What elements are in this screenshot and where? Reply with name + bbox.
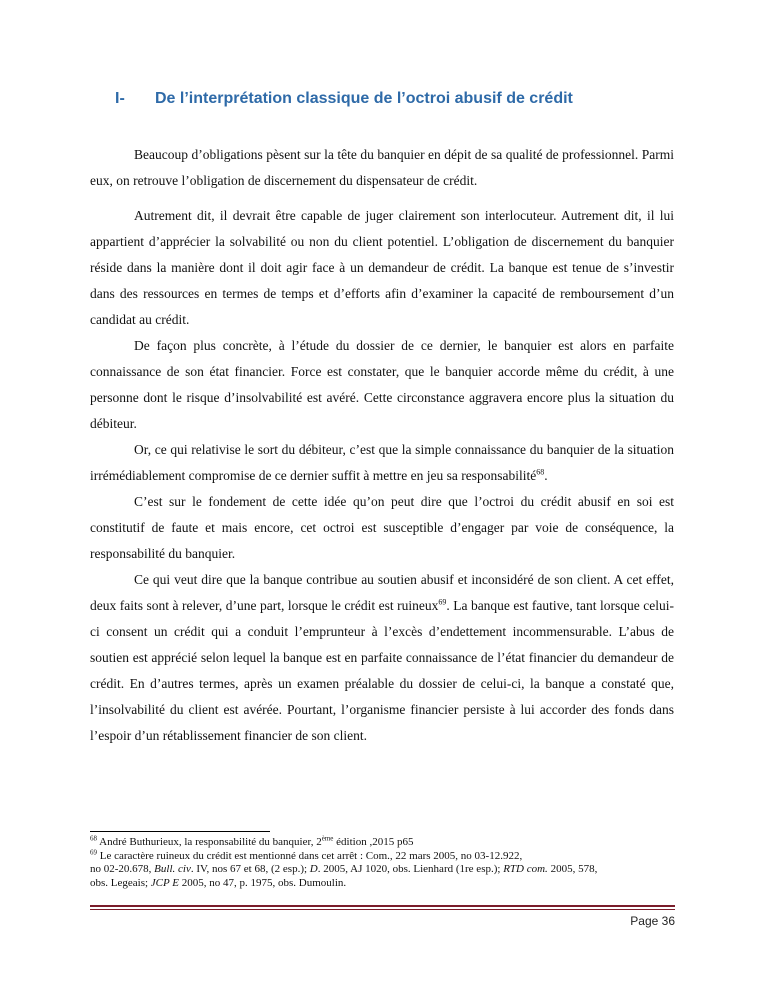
footnote-69-ref-f: RTD com. <box>503 863 548 875</box>
footnote-69-line-1: Le caractère ruineux du crédit est mentionné dans cet arrêt : Com., 22 mars 2005, no 03-12.922, <box>97 849 523 862</box>
footnote-69-ref-i: JCP E <box>150 876 180 889</box>
footnote-69-ref-e: . 2005, AJ 1020, obs. Lienhard (1re esp.); <box>317 863 504 875</box>
footnote-68-text-end: édition ,2015 p65 <box>333 836 414 848</box>
section-number: I- <box>115 90 125 107</box>
footnote-69-ref-a: no 02-20.678, <box>90 863 155 875</box>
page-number: Page 36 <box>630 914 675 928</box>
section-heading <box>115 90 715 108</box>
footnote-68-text: André Buthurieux, la responsabilité du banquier, 2 <box>97 836 322 848</box>
paragraph-6-text: Ce qui veut dire que la banque contribue au soutien abusif et inconsidéré de son client. A cet effet, deux faits sont à relever, d’une part, lorsque le crédit est ruineux <box>90 572 674 613</box>
footnotes <box>90 836 680 890</box>
footnote-69-ref-j: 2005, no 47, p. 1975, obs. Dumoulin. <box>179 876 347 889</box>
footnote-68-ordinal: ème <box>321 834 334 843</box>
paragraph-3: De façon plus concrète, à l’étude du dossier de ce dernier, le banquier est alors en parfaite connaissance de son état financier. Force est constater, que le banquier accorde même du crédit, à une personne dont le risque d’insolvabilité est avéré. Cette circonstance aggravera encore plus la situation du débiteur. <box>90 338 674 431</box>
paragraph-1: Beaucoup d’obligations pèsent sur la tête du banquier en dépit de sa qualité de professionnel. Parmi eux, on retrouve l’obligation de discernement du dispensateur de crédit. <box>90 147 674 188</box>
footer-rule-thin <box>90 909 675 910</box>
paragraph-6-continuation: . La banque est fautive, tant lorsque celui-ci consent un crédit qui a conduit l’emprunteur à l’excès d’endettement incommensurable. L’abus de soutien est apprécié selon lequel la banque est en parfaite connaissance de l’état financier du demandeur de crédit. En d’autres termes, après un examen préalable du dossier de celui-ci, la banque a constaté que, l’insolvabilité du client est avérée. Pourtant, l’organisme financier persiste à lui accorder des fonds dans l’espoir d’un rétablissement financier de son client. <box>90 598 674 743</box>
footnote-69-cont <box>90 863 680 877</box>
footnote-69-ref-g: 2005, 578, <box>547 863 598 875</box>
paragraph-4-text: Or, ce qui relativise le sort du débiteur, c’est que la simple connaissance du banquier de la situation irrémédiablement compromise de ce dernier suffit à mettre en jeu sa responsabilité <box>90 442 674 483</box>
footnote-69-ref-h: obs. Legeais; <box>90 876 151 889</box>
section-title: De l’interprétation classique de l’octroi abusif de crédit <box>155 90 573 107</box>
footnote-ref-69[interactable]: 69 <box>438 597 447 607</box>
paragraph-5: C’est sur le fondement de cette idée qu’on peut dire que l’octroi du crédit abusif en soi est constitutif de faute et mais encore, cet octroi est susceptible d’engager par voie de conséquence, la responsabilité du banquier. <box>90 494 674 561</box>
footnote-69 <box>90 847 680 864</box>
footer-rule-thick <box>90 905 675 907</box>
footnote-69-ref-b: Bull. civ <box>154 863 191 875</box>
paragraph-4 <box>90 437 674 489</box>
body-text <box>90 142 674 749</box>
footnote-68 <box>90 836 680 850</box>
footnote-ref-68[interactable]: 68 <box>536 467 545 477</box>
footnote-69-number: 69 <box>90 847 97 856</box>
footnote-69-cont-2 <box>90 877 680 891</box>
paragraph-2: Autrement dit, il devrait être capable de juger clairement son interlocuteur. Autrement dit, il lui appartient d’apprécier la solvabilité ou non du client potentiel. L’obligation de discernement du banquier réside dans la manière dont il doit agir face à un demandeur de crédit. La banque est tenue de s’investir dans des ressources en termes de temps et d’efforts afin d’examiner la capacité de remboursement d’un candidat au crédit. <box>90 208 674 327</box>
footnote-69-ref-c: . IV, nos 67 et 68, (2 esp.); <box>190 863 310 875</box>
footnote-69-ref-d: D <box>309 863 318 875</box>
footnote-separator <box>90 831 270 832</box>
paragraph-4-end: . <box>544 468 548 483</box>
paragraph-6 <box>90 567 674 749</box>
footnote-68-number: 68 <box>90 834 97 843</box>
